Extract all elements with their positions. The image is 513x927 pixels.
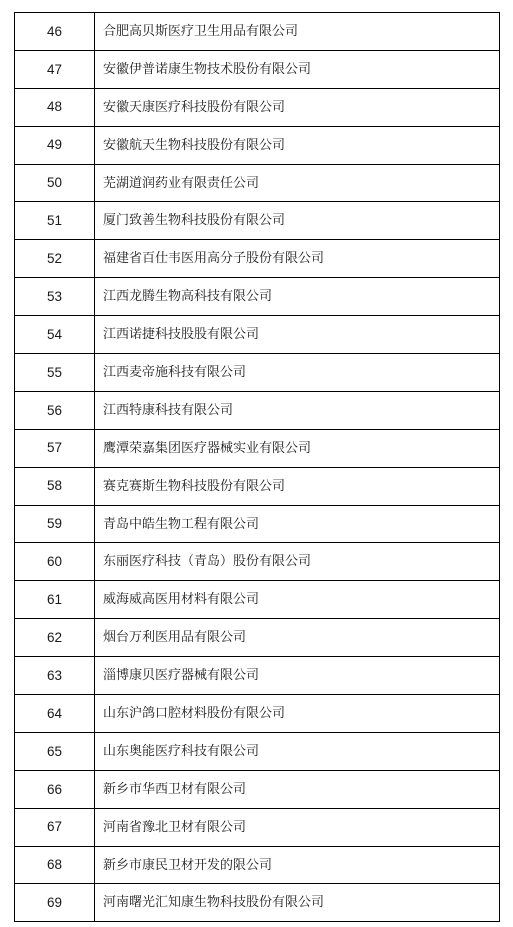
row-number-cell: 63	[15, 657, 95, 695]
row-number-cell: 62	[15, 619, 95, 657]
company-name-cell: 淄博康贝医疗器械有限公司	[95, 657, 500, 695]
row-number-cell: 69	[15, 884, 95, 922]
company-name-cell: 河南省豫北卫材有限公司	[95, 808, 500, 846]
table-row	[15, 467, 500, 505]
company-name-cell: 鹰潭荣嘉集团医疗器械实业有限公司	[95, 429, 500, 467]
company-name-cell: 江西龙腾生物高科技有限公司	[95, 278, 500, 316]
company-name-cell: 江西麦帝施科技有限公司	[95, 354, 500, 392]
row-number-cell: 51	[15, 202, 95, 240]
table-row	[15, 884, 500, 922]
table-row	[15, 88, 500, 126]
row-number-cell: 54	[15, 316, 95, 354]
row-number-cell: 61	[15, 581, 95, 619]
row-number-cell: 67	[15, 808, 95, 846]
company-name-cell: 安徽天康医疗科技股份有限公司	[95, 88, 500, 126]
company-list-body	[15, 13, 500, 922]
table-row	[15, 316, 500, 354]
row-number-cell: 56	[15, 391, 95, 429]
row-number-cell: 55	[15, 354, 95, 392]
table-row	[15, 770, 500, 808]
table-row	[15, 126, 500, 164]
company-name-cell: 烟台万利医用品有限公司	[95, 619, 500, 657]
company-name-cell: 芜湖道润药业有限责任公司	[95, 164, 500, 202]
company-name-cell: 江西诺捷科技股股有限公司	[95, 316, 500, 354]
table-row	[15, 13, 500, 51]
company-name-cell: 新乡市华西卫材有限公司	[95, 770, 500, 808]
row-number-cell: 58	[15, 467, 95, 505]
company-name-cell: 河南曙光汇知康生物科技股份有限公司	[95, 884, 500, 922]
company-name-cell: 合肥高贝斯医疗卫生用品有限公司	[95, 13, 500, 51]
table-row	[15, 164, 500, 202]
row-number-cell: 64	[15, 695, 95, 733]
table-row	[15, 543, 500, 581]
company-list-table	[14, 12, 500, 922]
table-row	[15, 429, 500, 467]
company-name-cell: 山东奥能医疗科技有限公司	[95, 732, 500, 770]
table-row	[15, 354, 500, 392]
table-row	[15, 808, 500, 846]
table-row	[15, 732, 500, 770]
row-number-cell: 48	[15, 88, 95, 126]
company-name-cell: 厦门致善生物科技股份有限公司	[95, 202, 500, 240]
row-number-cell: 47	[15, 50, 95, 88]
company-name-cell: 赛克赛斯生物科技股份有限公司	[95, 467, 500, 505]
company-name-cell: 安徽航天生物科技股份有限公司	[95, 126, 500, 164]
row-number-cell: 68	[15, 846, 95, 884]
table-row	[15, 619, 500, 657]
row-number-cell: 50	[15, 164, 95, 202]
table-row	[15, 240, 500, 278]
row-number-cell: 60	[15, 543, 95, 581]
company-name-cell: 山东沪鸽口腔材料股份有限公司	[95, 695, 500, 733]
row-number-cell: 53	[15, 278, 95, 316]
company-name-cell: 安徽伊普诺康生物技术股份有限公司	[95, 50, 500, 88]
table-row	[15, 202, 500, 240]
company-name-cell: 福建省百仕韦医用高分子股份有限公司	[95, 240, 500, 278]
table-row	[15, 50, 500, 88]
row-number-cell: 66	[15, 770, 95, 808]
row-number-cell: 52	[15, 240, 95, 278]
company-name-cell: 新乡市康民卫材开发的限公司	[95, 846, 500, 884]
company-name-cell: 威海威高医用材料有限公司	[95, 581, 500, 619]
company-name-cell: 东丽医疗科技（青岛）股份有限公司	[95, 543, 500, 581]
row-number-cell: 46	[15, 13, 95, 51]
company-list-table-wrapper	[14, 12, 499, 922]
company-name-cell: 青岛中皓生物工程有限公司	[95, 505, 500, 543]
table-row	[15, 581, 500, 619]
table-row	[15, 505, 500, 543]
row-number-cell: 49	[15, 126, 95, 164]
row-number-cell: 65	[15, 732, 95, 770]
row-number-cell: 57	[15, 429, 95, 467]
table-row	[15, 278, 500, 316]
table-row	[15, 391, 500, 429]
table-row	[15, 695, 500, 733]
company-name-cell: 江西特康科技有限公司	[95, 391, 500, 429]
table-row	[15, 657, 500, 695]
table-row	[15, 846, 500, 884]
row-number-cell: 59	[15, 505, 95, 543]
